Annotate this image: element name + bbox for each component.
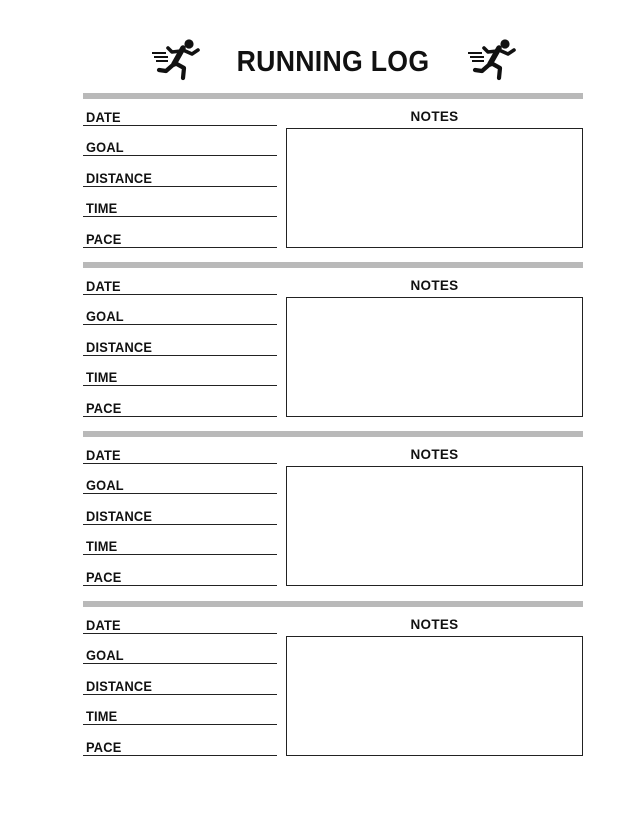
log-entry xyxy=(83,93,583,259)
log-entry xyxy=(83,431,583,597)
time-label: TIME xyxy=(86,539,118,554)
log-entry xyxy=(83,262,583,428)
pace-field[interactable] xyxy=(83,394,277,417)
distance-field[interactable] xyxy=(83,502,277,525)
section-divider xyxy=(83,262,583,268)
distance-field[interactable] xyxy=(83,672,277,695)
date-label: DATE xyxy=(86,279,121,294)
distance-label: DISTANCE xyxy=(86,340,153,355)
date-field[interactable] xyxy=(83,272,277,295)
page-header xyxy=(0,38,638,88)
time-field[interactable] xyxy=(83,194,277,217)
goal-field[interactable] xyxy=(83,641,277,664)
section-divider xyxy=(83,601,583,607)
time-label: TIME xyxy=(86,709,118,724)
time-field[interactable] xyxy=(83,532,277,555)
distance-field[interactable] xyxy=(83,333,277,356)
notes-box[interactable] xyxy=(286,297,583,417)
runner-icon xyxy=(466,38,518,82)
section-divider xyxy=(83,431,583,437)
pace-label: PACE xyxy=(86,740,122,755)
notes-label: NOTES xyxy=(410,278,459,293)
goal-label: GOAL xyxy=(86,140,124,155)
goal-label: GOAL xyxy=(86,309,124,324)
goal-label: GOAL xyxy=(86,648,124,663)
pace-label: PACE xyxy=(86,570,122,585)
notes-label: NOTES xyxy=(410,447,459,462)
date-field[interactable] xyxy=(83,611,277,634)
distance-label: DISTANCE xyxy=(86,509,153,524)
goal-field[interactable] xyxy=(83,471,277,494)
date-field[interactable] xyxy=(83,441,277,464)
page-title: RUNNING LOG xyxy=(236,46,430,78)
goal-label: GOAL xyxy=(86,478,124,493)
pace-field[interactable] xyxy=(83,733,277,756)
distance-field[interactable] xyxy=(83,164,277,187)
time-field[interactable] xyxy=(83,363,277,386)
pace-field[interactable] xyxy=(83,225,277,248)
distance-label: DISTANCE xyxy=(86,171,153,186)
notes-box[interactable] xyxy=(286,128,583,248)
notes-box[interactable] xyxy=(286,636,583,756)
pace-label: PACE xyxy=(86,401,122,416)
pace-label: PACE xyxy=(86,232,122,247)
notes-label: NOTES xyxy=(410,617,459,632)
date-label: DATE xyxy=(86,110,121,125)
log-entry xyxy=(83,601,583,767)
notes-box[interactable] xyxy=(286,466,583,586)
time-label: TIME xyxy=(86,201,118,216)
time-label: TIME xyxy=(86,370,118,385)
distance-label: DISTANCE xyxy=(86,679,153,694)
date-label: DATE xyxy=(86,448,121,463)
section-divider xyxy=(83,93,583,99)
runner-icon xyxy=(150,38,202,82)
goal-field[interactable] xyxy=(83,133,277,156)
notes-label: NOTES xyxy=(410,109,459,124)
goal-field[interactable] xyxy=(83,302,277,325)
pace-field[interactable] xyxy=(83,563,277,586)
date-field[interactable] xyxy=(83,103,277,126)
time-field[interactable] xyxy=(83,702,277,725)
date-label: DATE xyxy=(86,618,121,633)
